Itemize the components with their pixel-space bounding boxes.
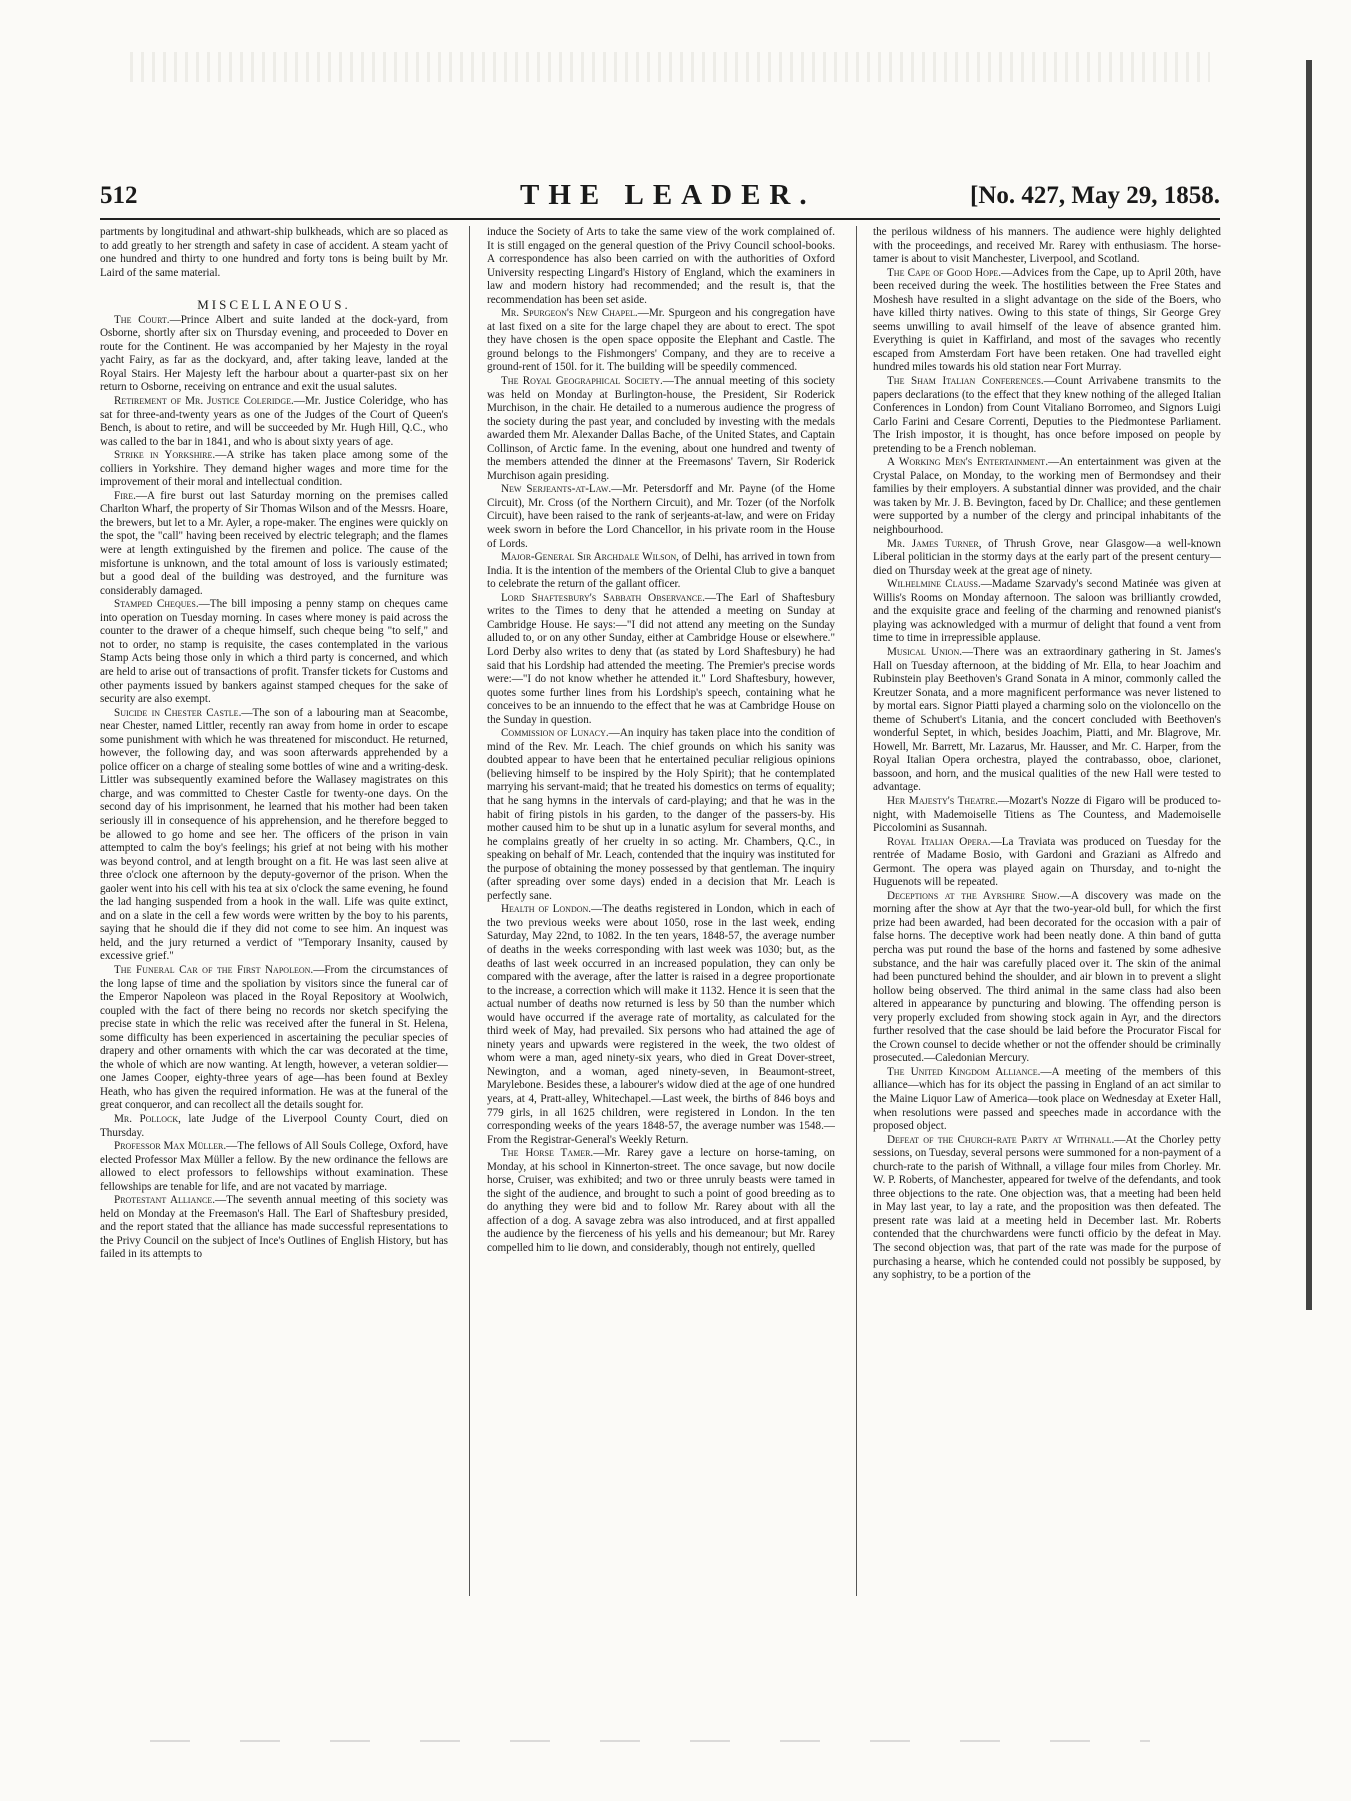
continued-paragraph: induce the Society of Arts to take the same view of the work complained of. It is still engaged on the general question of the Privy Council school-books. A correspondence has also been carried on with the authorities of Oxford University respecting Lingard's History of England, which the examiners in law and modern history had recommended; and the result is, that the recommendation has been set aside.	[487, 226, 835, 306]
article	[100, 395, 448, 449]
article-body: —The fellows of All Souls College, Oxford, have elected Professor Max Müller a fellow. By the new ordinance the fellows are allowed to elect professors to fellowships without examination. These fellowships are tenable for life, and are not vacated by marriage.	[100, 1140, 448, 1193]
article	[100, 1113, 448, 1140]
article-body: late Judge of the Liverpool County Court, died on Thursday.	[100, 1113, 448, 1139]
article-heading: Professor Max Müller.	[114, 1140, 227, 1153]
article-heading: The Cape of Good Hope.	[887, 266, 1002, 279]
page-edge	[1306, 60, 1312, 1310]
article-body: —The bill imposing a penny stamp on cheques came into operation on Tuesday morning. In cases where money is paid across the counter to the drawer of a cheque himself, such cheque being "to self," and not to order, no stamp is requisite, the cases contemplated in the various Stamp Acts being those only in which a third party is concerned, and which are held to arise out of transactions of profit. Transfer tickets for Customs and other payments issued by bankers against stamped cheques for the sake of security are also exempt.	[100, 598, 448, 706]
article	[873, 267, 1221, 375]
article	[100, 490, 448, 598]
article-body: —An inquiry has taken place into the condition of mind of the Rev. Mr. Leach. The chief grounds on which his sanity was doubted appear to have been that he entertained peculiar religious opinions (believing himself to be inspired by the Holy Spirit); that he contemplated marrying his servant-maid; that he treated his domestics on terms of equality; that he sang hymns in the intervals of card-playing; and that he was in the habit of firing pistols in his garden, to the danger of the passers-by. His mother caused him to be shut up in a lunatic asylum for several months, and he complains greatly of her cruelty in so acting. Mr. Chambers, Q.C., in speaking on behalf of Mr. Leach, contended that the inquiry was instituted for the purpose of obtaining the money possessed by that gentleman. The inquiry (after spreading over some days) ended in a decision that Mr. Leach is perfectly sane.	[487, 727, 835, 902]
article-body: —The annual meeting of this society was held on Monday at Burlington-house, the President, Sir Roderick Murchison, in the chair. He detailed to a numerous audience the progress of the society during the past year, and concluded by investing with the medals awarded them Mr. Alexander Dallas Bache, of the United States, and Captain Collinson, of Arctic fame. In the evening, about one hundred and twenty of the members attended the dinner at the Freemasons' Tavern, Sir Roderick Murchison again presiding.	[487, 375, 835, 482]
column-3	[873, 226, 1221, 1606]
article-heading: Her Majesty's Theatre.	[887, 794, 998, 807]
article-heading: Mr. Pollock,	[114, 1113, 181, 1125]
article-body: —Prince Albert and suite landed at the dock-yard, from Osborne, shortly after six on Thursday evening, and proceeded to Dover en route for the Continent. He was accompanied by her Majesty in the royal yacht Fairy, as far as the dockyard, and, after taking leave, landed at the Royal Stairs. Her Majesty left the harbour about a quarter-past six on her return to Osborne, receiving on entrance and exit the usual salutes.	[100, 313, 448, 394]
article-body: —Mozart's Nozze di Figaro will be produced to-night, with Mademoiselle Titiens as The Countess, and Mademoiselle Piccolomini as Susannah.	[873, 794, 1221, 835]
column-divider	[856, 226, 857, 1596]
article	[100, 598, 448, 706]
article-body: —The seventh annual meeting of this society was held on Monday at the Freemason's Hall. The Earl of Shaftesbury presided, and the report stated that the alliance has made successful representations to the Privy Council on the subject of Ince's Outlines of English History, but has failed in its attempts to	[100, 1194, 448, 1261]
article-body: —A fire burst out last Saturday morning on the premises called Charlton Wharf, the property of Sir Thomas Wilson and of the Messrs. Hoare, the brewers, but let to a Mr. Ayler, a rope-maker. The engines were quickly on the spot, the "call" having been received by electric telegraph; and the flames were at length extinguished by the firemen and police. The cause of the misfortune is unknown, and the total amount of loss is variously estimated; but a good deal of the building was destroyed, and the furniture was considerably damaged.	[100, 489, 448, 597]
article	[873, 456, 1221, 537]
article	[487, 551, 835, 592]
scan-artifact	[150, 1740, 1150, 1742]
article	[873, 1134, 1221, 1283]
article-body: —At the Chorley petty sessions, on Tuesday, several persons were summoned for a non-payment of a church-rate to the parish of Withnall, a village four miles from Chorley. Mr. W. P. Roberts, of Manchester, appeared for twelve of the defendants, and took three objections to the rate. One objection was, that a meeting had been held in May last year, to lay a rate, and the proposition was then defeated. The present rate was laid at a meeting held in December last. Mr. Roberts contended that the churchwardens were functi officio by the defeat in May. The second objection was, that part of the rate was made for the purpose of purchasing a hearse, which he contended could not possibly be supposed, by any sophistry, to be a portion of the	[873, 1133, 1221, 1282]
continued-paragraph: partments by longitudinal and athwart-ship bulkheads, which are so placed as to add greatly to her strength and safety in case of accident. A steam yacht of one hundred and thirty to one hundred and forty tons is being built by Mr. Laird of the same material.	[100, 226, 448, 279]
article-heading: Health of London.	[501, 903, 592, 916]
article-body: —Mr. Petersdorff and Mr. Payne (of the Home Circuit), Mr. Cross (of the Northern Circuit), and Mr. Tozer (of the Norfolk Circuit), have been raised to the rank of serjeants-at-law, and were on Friday week sworn in before the Lord Chancellor, in his private room in the House of Lords.	[487, 483, 835, 550]
article-heading: Commission of Lunacy.	[501, 727, 609, 740]
article	[100, 964, 448, 1113]
article-body: —Count Arrivabene transmits to the papers declarations (to the effect that they knew nothing of the alleged Italian Conferences in London) from Count Vitaliano Borromeo, and Signors Luigi Carlo Farini and Cesare Correnti, Deputies to the Piedmontese Parliament. The Irish impostor, it is thought, has once before imposed on people by pretending to be a French nobleman.	[873, 375, 1221, 455]
article-heading: New Serjeants-at-Law.	[501, 483, 612, 496]
article-heading: The United Kingdom Alliance.	[887, 1065, 1041, 1078]
article-body: —A meeting of the members of this alliance—which has for its object the passing in England of an act similar to the Maine Liquor Law of America—took place on Wednesday at Exeter Hall, when resolutions were passed and speeches made in accordance with the proposed object.	[873, 1065, 1221, 1133]
article-heading: Strike in Yorkshire.	[114, 449, 216, 462]
article-body: —There was an extraordinary gathering in St. James's Hall on Tuesday afternoon, at the bidding of Mr. Ella, to hear Joachim and Rubinstein play Beethoven's Grand Sonata in A minor, commonly called the Kreutzer Sonata, and a more magnificent performance was never listened to by mortal ears. Signor Piatti played a charming solo on the violoncello on the theme of Schubert's Litania, and the concert concluded with Beethoven's wonderful Septet, in which, besides Joachim, Piatti, and Mr. Blagrove, Mr. Howell, Mr. Barrett, Mr. Lazarus, Mr. Hausser, and Mr. C. Harper, from the Royal Italian Opera orchestra, played the contrabasso, oboe, clarionet, bassoon, and horn, and the musical qualities of the new Hall were tested to advantage.	[873, 645, 1221, 794]
article-body: of Thrush Grove, near Glasgow—a well-known Liberal politician in the stormy days at the early part of the present century—died on Thursday week at the great age of ninety.	[873, 537, 1221, 577]
article-body: —Mr. Rarey gave a lecture on horse-taming, on Monday, at his school in Kinnerton-street. The once savage, but now docile horse, Cruiser, was exhibited; and two or three unruly beasts were tamed in the sight of the audience, and brought to such a point of good breeding as to do anything they were bid and to follow Mr. Rarey about with all the affection of a dog. A savage zebra was also introduced, and at first appalled the audience by the fierceness of his yells and his demeanour; but Mr. Rarey compelled him to lie down, and considerably, though not entirely, quelled	[487, 1147, 835, 1255]
article-heading: Deceptions at the Ayrshire Show.	[887, 889, 1060, 902]
article-heading: Retirement of Mr. Justice Coleridge.	[114, 395, 294, 408]
article	[873, 578, 1221, 646]
article-heading: Royal Italian Opera.	[887, 835, 991, 848]
article	[873, 538, 1221, 579]
article	[487, 483, 835, 551]
column-divider	[469, 226, 470, 1596]
article-heading: Defeat of the Church-rate Party at Withnall.	[887, 1133, 1115, 1146]
article-body: —The deaths registered in London, which in each of the two previous weeks were about 1050, rose in the last week, ending Saturday, May 22nd, to 1082. In the ten years, 1848-57, the average number of deaths in the weeks corresponding with last week was 1030; but, as the deaths of last week occurred in an increased population, they can only be compared with the average, after the latter is raised in a degree proportionate to the increase, a correction which will make it 1132. Hence it is seen that the actual number of deaths now returned is less by 50 than the number which would have occurred if the average rate of mortality, as calculated for the third week of May, had prevailed. Six persons who had attained the age of ninety years and upwards were registered in the week, the two oldest of whom were a man, aged ninety-six years, who died in Great Dover-street, Newington, and a woman, aged ninety-seven, in Beaumont-street, Marylebone. Besides these, a labourer's widow died at the age of one hundred years, at 4, Pratt-alley, Whitechapel.—Last week, the births of 846 boys and 779 girls, in all 1625 children, were registered in London. In the ten corresponding weeks of the years 1848-57, the average number was 1548.—From the Registrar-General's Weekly Return.	[487, 903, 835, 1146]
article-body: —An entertainment was given at the Crystal Palace, on Monday, to the working men of Bermondsey and their families by their employers. A substantial dinner was provided, and the chair was taken by Mr. J. B. Bevington, faced by Dr. Challice; and these gentlemen were supported by a number of the clergy and principal inhabitants of the neighbourhood.	[873, 456, 1221, 537]
article-body: —Madame Szarvady's second Matinée was given at Willis's Rooms on Monday afternoon. The saloon was brilliantly crowded, and the exquisite grace and feeling of the charming and renowned pianist's playing was acknowledged with a murmur of delight that found a vent from time to time in irrepressible applause.	[873, 578, 1221, 645]
masthead: THE LEADER.	[520, 179, 816, 211]
article-body: —A strike has taken place among some of the colliers in Yorkshire. They demand higher wages and more time for the improvement of their moral and intellectual condition.	[100, 449, 448, 489]
article-body: —Advices from the Cape, up to April 20th, have been received during the week. The hostilities between the Free States and Moshesh have resulted in a slight advantage on the side of the Boers, who have killed thirty natives. Owing to this state of things, Sir George Grey seems unwilling to avail himself of the leave of absence granted him. Everything is quiet in Kaffirland, and most of the savages who recently escaped from Amsterdam Fort have been retaken. One had travelled eight hundred miles towards his old station near Fort Murray.	[873, 266, 1221, 374]
article	[100, 449, 448, 490]
page-header	[100, 179, 1220, 216]
article-heading: The Horse Tamer.	[501, 1147, 594, 1160]
article-heading: Musical Union.	[887, 645, 963, 658]
article	[487, 1147, 835, 1255]
article	[100, 1194, 448, 1262]
article-heading: A Working Men's Entertainment.	[887, 456, 1048, 469]
page-number: 512	[100, 182, 138, 209]
article	[873, 646, 1221, 795]
article-heading: The Court.	[114, 313, 170, 326]
article-heading: The Funeral Car of the First Napoleon.	[114, 963, 314, 976]
article-heading: Stamped Cheques.	[114, 598, 199, 611]
article-heading: Major-General Sir Archdale Wilson,	[501, 551, 679, 564]
article	[873, 795, 1221, 836]
article	[487, 903, 835, 1147]
article	[100, 1140, 448, 1194]
article-heading: Wilhelmine Clauss.	[887, 578, 981, 591]
scan-artifact	[130, 52, 1210, 82]
issue-info: [No. 427, May 29, 1858.	[970, 182, 1220, 209]
continued-paragraph: the perilous wildness of his manners. The audience were highly delighted with the proceedings, and received Mr. Rarey with enthusiasm. The horse-tamer is about to visit Manchester, Liverpool, and Scotland.	[873, 226, 1221, 266]
article	[487, 727, 835, 903]
article-body: —The son of a labouring man at Seacombe, near Chester, named Littler, recently ran away from home in order to escape some punishment with which he was threatened for misconduct. He returned, however, the following day, and was soon afterwards apprehended by a police officer on a charge of stealing some bottles of wine and a writing-desk. Littler was subsequently examined before the Wallasey magistrates on this charge, and was committed to Chester Castle for twenty-one days. On the second day of his imprisonment, he learned that his mother had been taken seriously ill in consequence of his apprehension, and he therefore begged to be allowed to go home and see her. The officers of the prison in vain attempted to calm the boy's feelings; his grief at not being with his mother was beyond control, and at length brought on a fit. He was last seen alive at three o'clock one afternoon by the deputy-governor of the prison. When the gaoler went into his cell with his tea at six o'clock the same evening, he found the lad hanging suspended from a hook in the wall. Life was quite extinct, and on a slate in the cell a few words were written by the boy to his parents, saying that he should die if they did not come to see him. An inquest was held, and the jury returned a verdict of "Temporary Insanity, caused by excessive grief."	[100, 706, 448, 963]
article	[873, 836, 1221, 890]
article-heading: Mr. James Turner,	[887, 537, 982, 550]
article-heading: Lord Shaftesbury's Sabbath Observance.	[501, 591, 705, 604]
article-heading: Fire.	[114, 489, 136, 502]
article-body: of Delhi, has arrived in town from India. It is the intention of the members of the Oriental Club to give a banquet to celebrate the return of the gallant officer.	[487, 551, 835, 591]
article	[487, 307, 835, 375]
article-body: —The Earl of Shaftesbury writes to the Times to deny that he attended a meeting on Sunday at Cambridge House. He says:—"I did not attend any meeting on the Sunday alluded to, or on any other Sunday, either at Cambridge House or elsewhere." Lord Derby also writes to deny that (as stated by Lord Shaftesbury) he had said that his Lordship had attended the meeting. The Premier's precise words were:—"I do not know whether he attended it." Lord Shaftesbury, however, quotes some further lines from his Lordship's speech, containing what he conceives to be an innuendo to the effect that he was at Cambridge House on the Sunday in question.	[487, 591, 835, 726]
article-heading: Mr. Spurgeon's New Chapel.	[501, 307, 638, 320]
article-heading: The Sham Italian Conferences.	[887, 375, 1044, 388]
column-1	[100, 226, 448, 1606]
article-heading: Protestant Alliance.	[114, 1194, 216, 1207]
article	[873, 890, 1221, 1066]
article	[487, 375, 835, 483]
section-title: MISCELLANEOUS.	[197, 297, 351, 313]
article-heading: The Royal Geographical Society.	[501, 375, 663, 388]
article-body: —A discovery was made on the morning after the show at Ayr that the two-year-old bull, for which the first prize had been awarded, had been decorated for the occasion with a pair of false horns. The deceptive work had been neatly done. A thin band of gutta percha was put round the base of the horns and fastened by some adhesive substance, and the hair was carefully placed over it. The skin of the animal had been punctured behind the shoulder, and air blown in to prevent a slight hollow being observed. The third animal in the same class had also been altered in appearance by puncturing and blowing. The offending person is very properly excluded from showing stock again in Ayr, and the directors further resolved that the case should be laid before the Procurator Fiscal for the Crown counsel to decide whether or not the offender should be criminally prosecuted.—Caledonian Mercury.	[873, 889, 1221, 1065]
article	[100, 314, 448, 395]
article-body: —Mr. Justice Coleridge, who has sat for three-and-twenty years as one of the Judges of the Court of Queen's Bench, is about to retire, and will be succeeded by Mr. Hugh Hill, Q.C., who was called to the bar in 1841, and who is about sixty years of age.	[100, 395, 448, 448]
header-rule	[100, 218, 1220, 220]
article-body: —Mr. Spurgeon and his congregation have at last fixed on a site for the large chapel they are about to erect. The spot they have chosen is the open space opposite the Elephant and Castle. The ground belongs to the Fishmongers' Company, and they are to receive a ground-rent of 150l. for it. The building will be speedily commenced.	[487, 307, 835, 374]
article-body: —From the circumstances of the long lapse of time and the spoliation by visitors since the funeral car of the Emperor Napoleon was placed in the Royal Repository at Woolwich, coupled with the fact of there being no records nor sketch specifying the precise state in which the relic was received after the funeral in St. Helena, some difficulty has been experienced in ascertaining the peculiar species of drapery and other ornaments with which the car was decorated at the time, the whole of which are now wanting. At length, however, a veteran soldier—one James Cooper, eighty-three years of age—has been found at Bexley Heath, who has given the required information. He was at the funeral of the great conqueror, and can recollect all the details sought for.	[100, 963, 448, 1112]
article	[873, 1066, 1221, 1134]
article	[873, 375, 1221, 456]
column-2	[487, 226, 835, 1606]
article	[100, 707, 448, 964]
article	[487, 592, 835, 727]
article-body: —La Traviata was produced on Tuesday for the rentrée of Madame Bosio, with Gardoni and Graziani as Alfredo and Germont. The opera was played again on Thursday, and to-night the Huguenots will be repeated.	[873, 835, 1221, 889]
article-heading: Suicide in Chester Castle.	[114, 706, 242, 719]
